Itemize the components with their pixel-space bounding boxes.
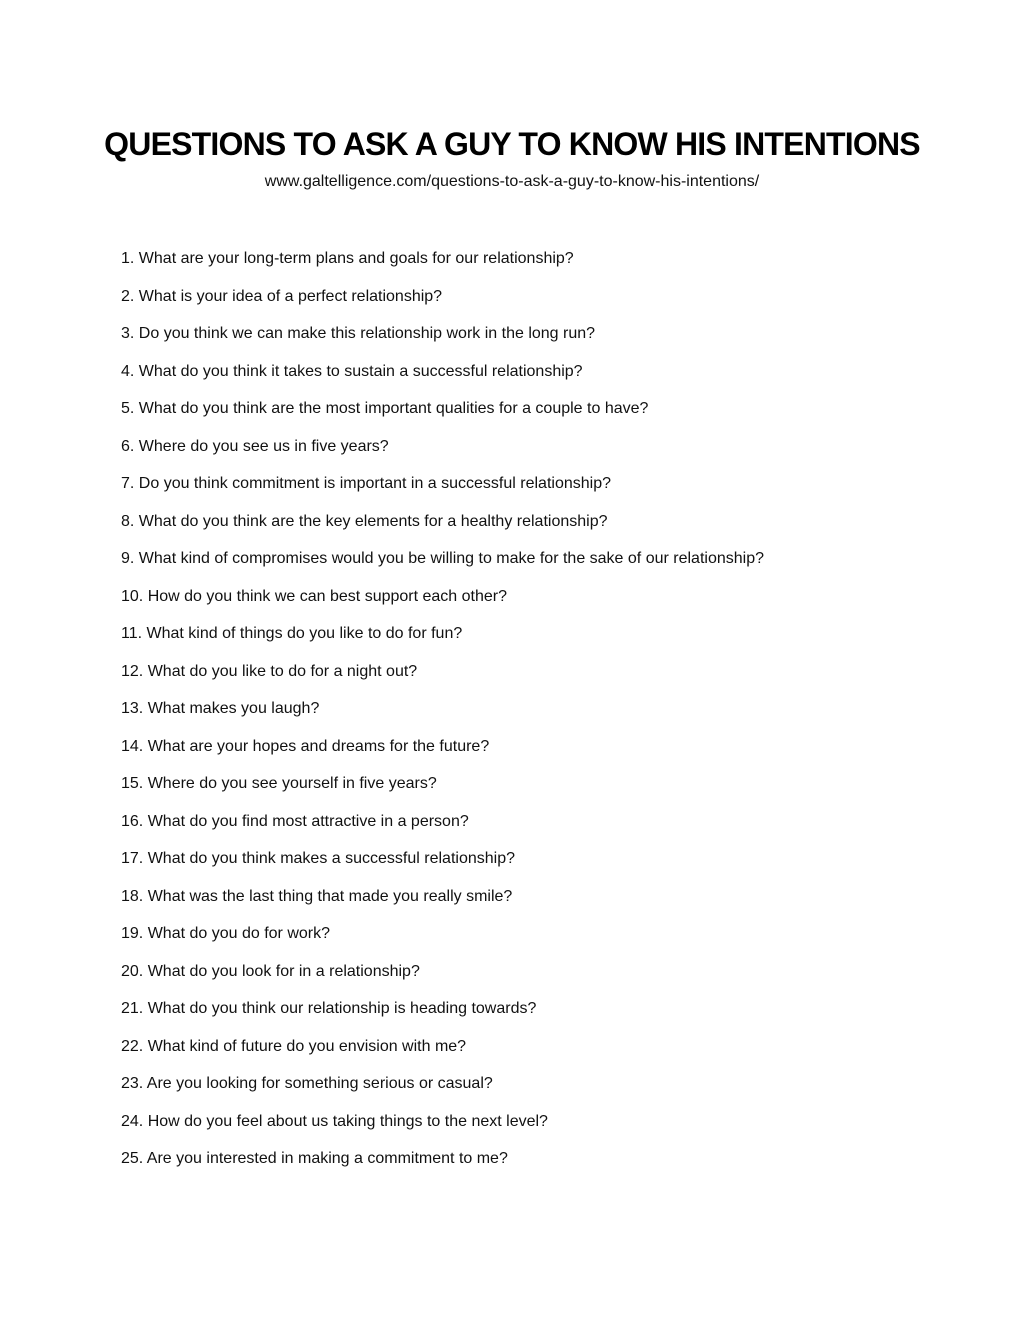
- question-item: 4. What do you think it takes to sustain a successful relationship?: [121, 362, 583, 380]
- source-url: www.galtelligence.com/questions-to-ask-a-guy-to-know-his-intentions/: [264, 173, 760, 190]
- question-item: 22. What kind of future do you envision with me?: [121, 1037, 467, 1055]
- question-item: 8. What do you think are the key elements for a healthy relationship?: [121, 512, 608, 530]
- question-item: 9. What kind of compromises would you be willing to make for the sake of our relationship?: [121, 550, 764, 567]
- question-item: 6. Where do you see us in five years?: [121, 437, 389, 455]
- page-title: QUESTIONS TO ASK A GUY TO KNOW HIS INTENTIONS: [104, 126, 920, 162]
- question-item: 14. What are your hopes and dreams for the future?: [121, 737, 490, 755]
- question-item: 18. What was the last thing that made you really smile?: [121, 887, 513, 905]
- question-item: 23. Are you looking for something serious or casual?: [121, 1075, 493, 1092]
- question-item: 20. What do you look for in a relationship?: [121, 962, 420, 980]
- question-item: 24. How do you feel about us taking things to the next level?: [121, 1112, 548, 1130]
- question-item: 13. What makes you laugh?: [121, 700, 320, 717]
- question-item: 11. What kind of things do you like to do for fun?: [121, 625, 463, 642]
- question-list: [121, 248, 981, 1186]
- question-item: 25. Are you interested in making a commitment to me?: [121, 1150, 508, 1167]
- question-item: 3. Do you think we can make this relationship work in the long run?: [121, 325, 596, 342]
- question-item: 17. What do you think makes a successful relationship?: [121, 850, 515, 867]
- question-item: 5. What do you think are the most important qualities for a couple to have?: [121, 400, 649, 417]
- question-item: 15. Where do you see yourself in five years?: [121, 775, 437, 792]
- question-item: 12. What do you like to do for a night out?: [121, 662, 418, 680]
- question-item: 16. What do you find most attractive in a person?: [121, 812, 469, 830]
- question-item: 19. What do you do for work?: [121, 925, 330, 942]
- question-item: 1. What are your long-term plans and goals for our relationship?: [121, 250, 574, 267]
- question-item: 2. What is your idea of a perfect relationship?: [121, 287, 443, 305]
- question-item: 7. Do you think commitment is important in a successful relationship?: [121, 475, 611, 492]
- question-item: 10. How do you think we can best support each other?: [121, 587, 508, 605]
- question-item: 21. What do you think our relationship is heading towards?: [121, 1000, 537, 1017]
